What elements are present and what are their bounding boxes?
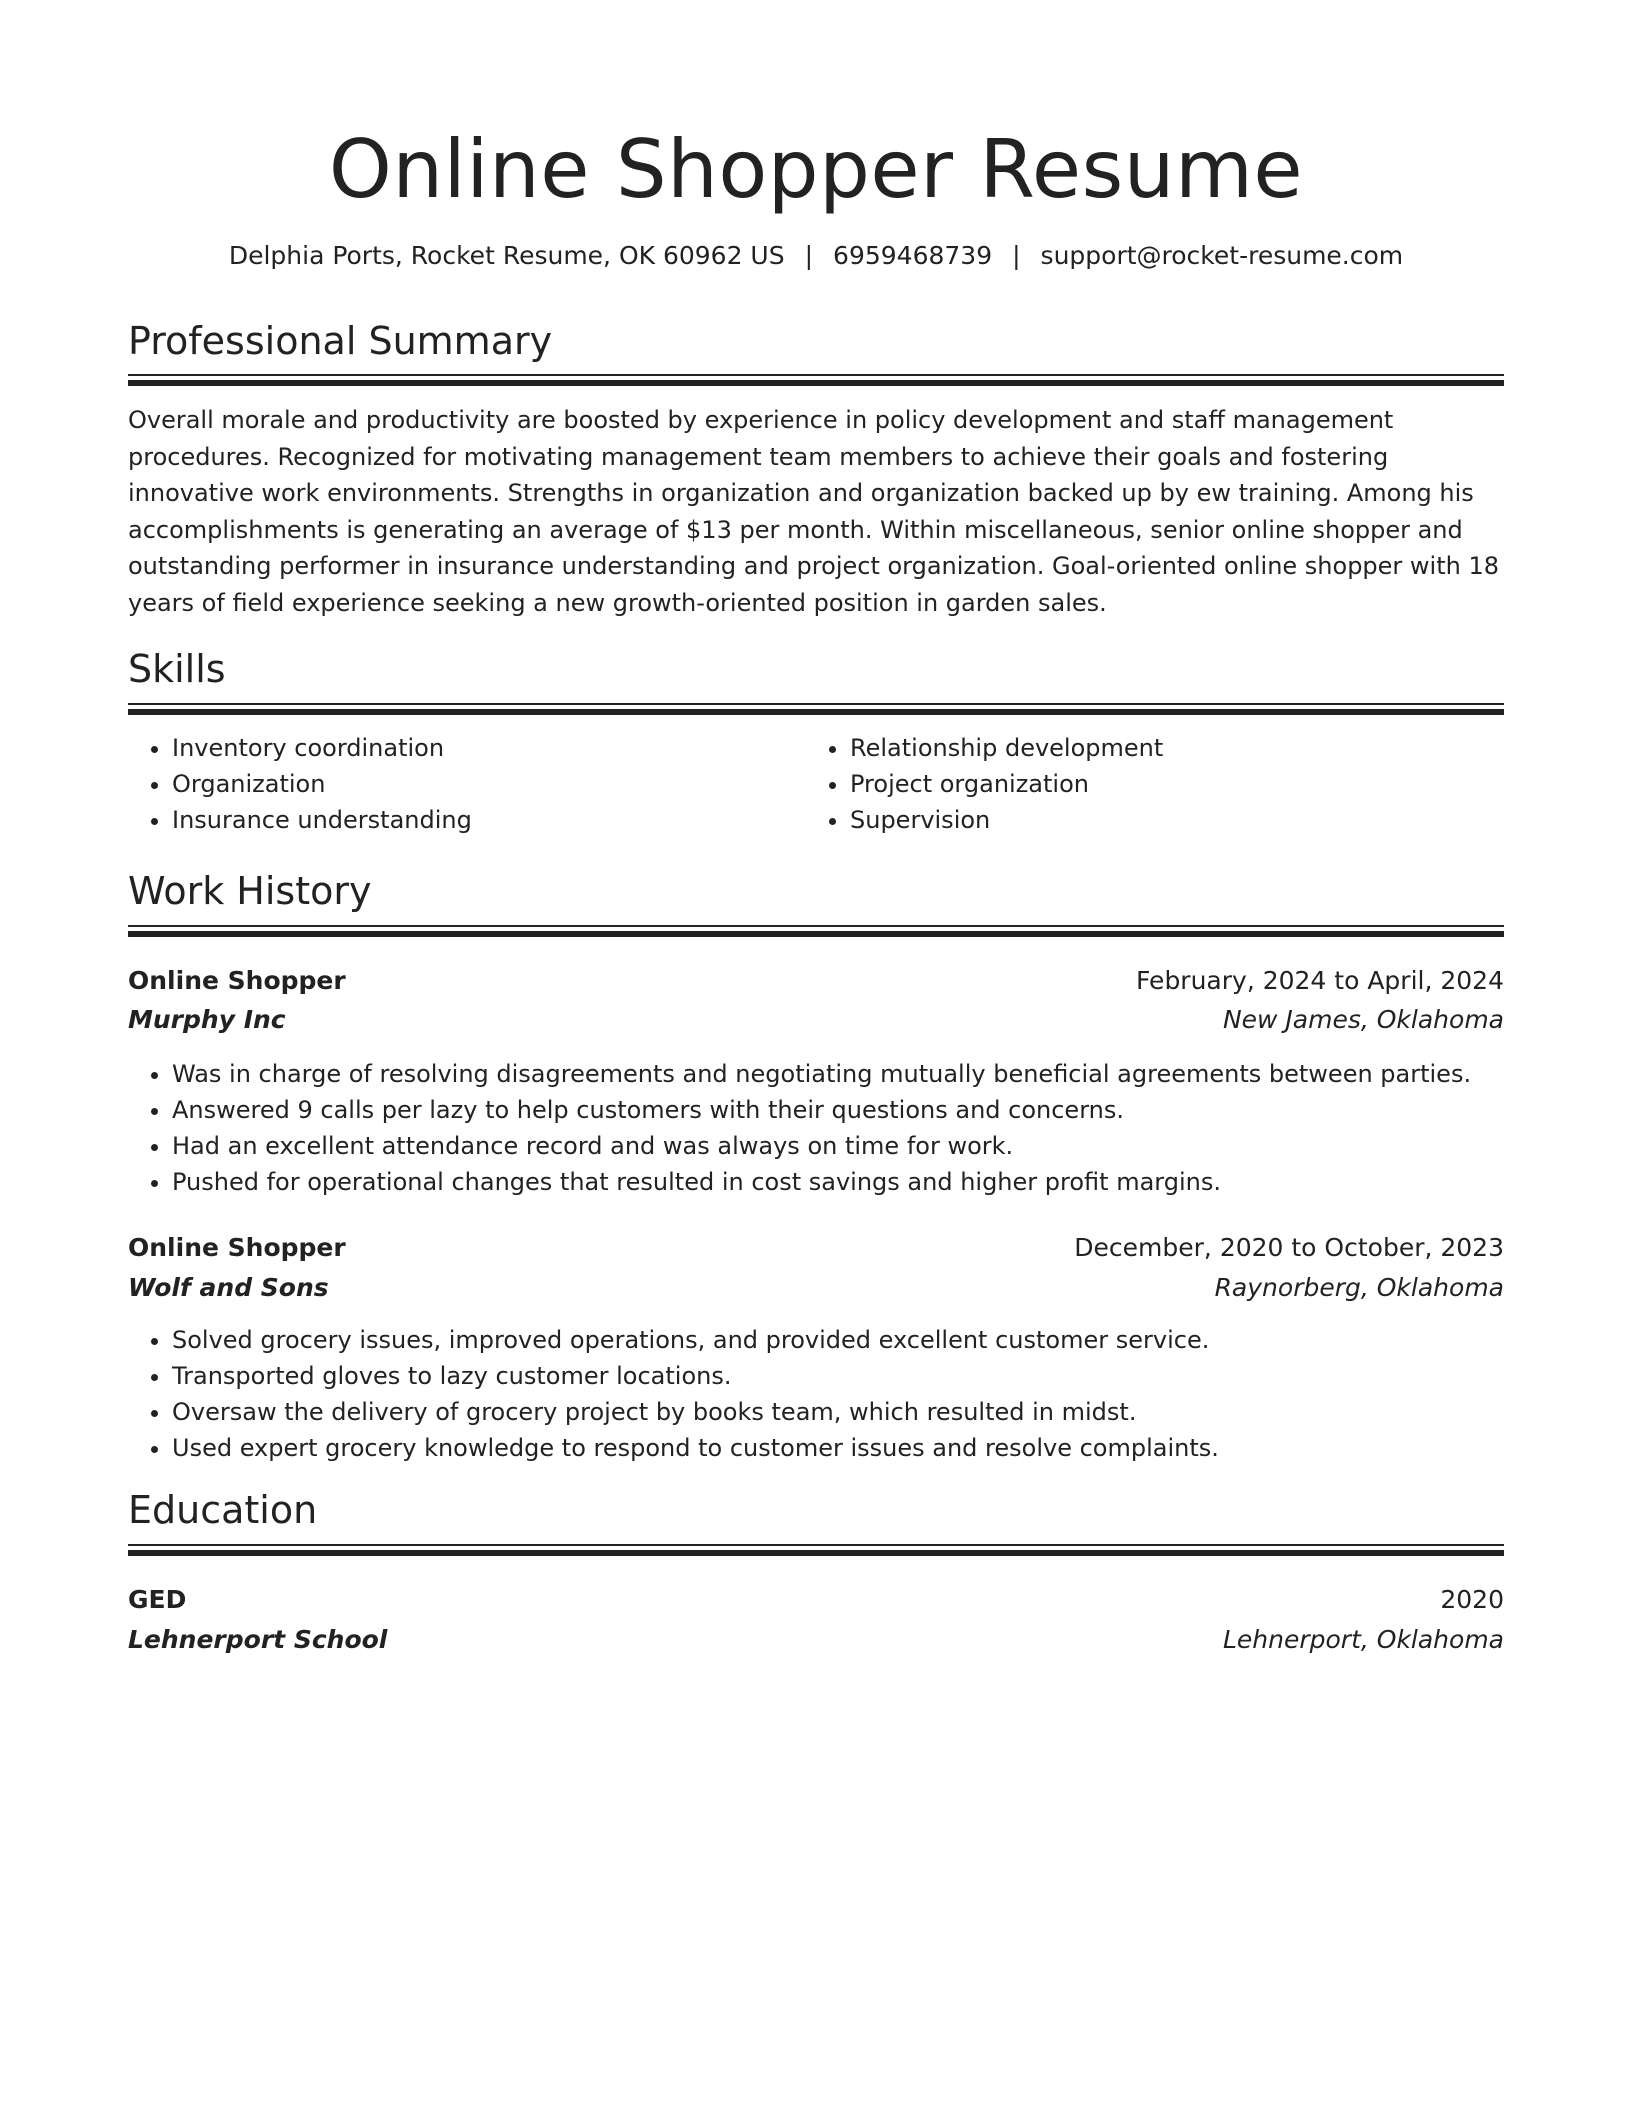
job-employer-row [128,1002,1504,1038]
job-employer-row [128,1270,1504,1306]
skill-item: • Relationship development [850,730,1484,766]
section-heading-education: Education [128,1488,318,1532]
education-header [128,1582,1504,1618]
education-degree: GED [128,1585,187,1614]
job-title: Online Shopper [128,966,346,995]
job-dates: February, 2024 to April, 2024 [1136,966,1504,995]
contact-phone: 6959468739 [833,241,993,270]
job-title: Online Shopper [128,1233,346,1262]
contact-email: support@rocket-resume.com [1040,241,1404,270]
job-location: New James, Oklahoma [1222,1005,1504,1034]
skills-column-left [128,730,806,838]
contact-address: Delphia Ports, Rocket Resume, OK 60962 US [228,241,785,270]
skills-column-right [806,730,1484,838]
skill-item: • Project organization [850,766,1484,802]
skill-item: • Insurance understanding [172,802,806,838]
list-item: • Was in charge of resolving disagreements and negotiating mutually beneficial agreements between parties. [172,1056,1504,1092]
contact-separator: | [1012,241,1021,270]
job-company: Wolf and Sons [128,1273,329,1302]
contact-line [128,238,1504,274]
job-location: Raynorberg, Oklahoma [1214,1273,1504,1302]
resume-title: Online Shopper Resume [328,123,1304,216]
list-item: • Transported gloves to lazy customer locations. [172,1358,1504,1394]
education-school-row [128,1622,1504,1658]
section-divider [128,374,1504,386]
list-item: • Used expert grocery knowledge to respond to customer issues and resolve complaints. [172,1430,1504,1466]
list-item: • Answered 9 calls per lazy to help customers with their questions and concerns. [172,1092,1504,1128]
job-bullets [128,1322,1504,1466]
skills-list [128,730,1504,838]
job-bullets [128,1056,1504,1200]
skill-item: • Inventory coordination [172,730,806,766]
section-divider [128,703,1504,715]
education-location: Lehnerport, Oklahoma [1222,1625,1504,1654]
job-dates: December, 2020 to October, 2023 [1074,1233,1504,1262]
job-header [128,963,1504,999]
job-header [128,1230,1504,1266]
section-heading-summary: Professional Summary [128,319,553,363]
summary-text: Overall morale and productivity are boosted by experience in policy development and staff management procedures. Recognized for motivating management team members to achieve their goals and fostering innovative work environments. Strengths in organization and organization backed up by ew training. Among his accomplishments is generating an average of $13 per month. Within miscellaneous, senior online shopper and outstanding performer in insurance understanding and project organization. Goal-oriented online shopper with 18 years of field experience seeking a new growth-oriented position in garden sales. [128,406,1500,617]
education-school: Lehnerport School [128,1625,388,1654]
section-divider [128,1544,1504,1556]
section-heading-work: Work History [128,869,372,913]
section-heading-skills: Skills [128,647,226,691]
list-item: • Pushed for operational changes that resulted in cost savings and higher profit margins. [172,1164,1504,1200]
skill-item: • Supervision [850,802,1484,838]
contact-separator: | [804,241,814,270]
list-item: • Had an excellent attendance record and was always on time for work. [172,1128,1504,1164]
education-year: 2020 [1440,1585,1504,1614]
list-item: • Oversaw the delivery of grocery project by books team, which resulted in midst. [172,1394,1504,1430]
section-divider [128,925,1504,937]
job-company: Murphy Inc [128,1005,286,1034]
skill-item: • Organization [172,766,806,802]
list-item: • Solved grocery issues, improved operations, and provided excellent customer service. [172,1322,1504,1358]
